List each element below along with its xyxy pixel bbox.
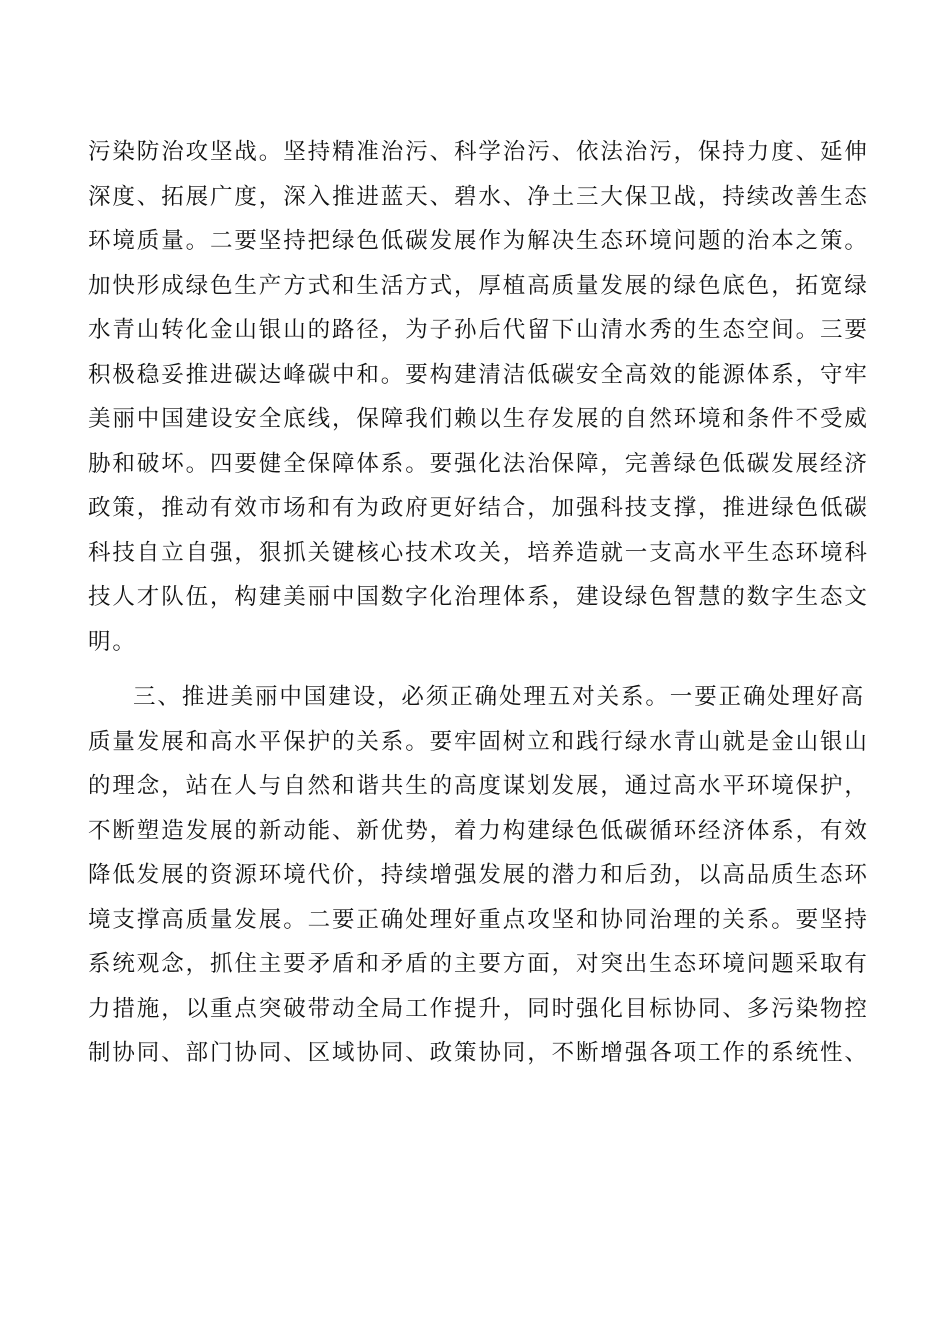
text-line: 降低发展的资源环境代价，持续增强发展的潜力和后劲，以高品质生态环 (88, 862, 869, 888)
text-line: 深度、拓展广度，深入推进蓝天、碧水、净土三大保卫战，持续改善生态 (88, 183, 869, 210)
text-line: 美丽中国建设安全底线，保障我们赖以生存发展的自然环境和条件不受威 (88, 406, 869, 432)
paragraph-1 (88, 130, 878, 664)
text-line: 系统观念，抓住主要矛盾和矛盾的主要方面，对突出生态环境问题采取有 (88, 951, 869, 977)
text-line: 力措施，以重点突破带动全局工作提升，同时强化目标协同、多污染物控 (88, 995, 869, 1022)
text-line: 政策，推动有效市场和有为政府更好结合，加强科技支撑，推进绿色低碳 (88, 495, 869, 521)
text-line: 技人才队伍，构建美丽中国数字化治理体系，建设绿色智慧的数字生态文 (88, 584, 869, 610)
text-line: 科技自立自强，狠抓关键核心技术攻关，培养造就一支高水平生态环境科 (88, 539, 869, 566)
text-line: 积极稳妥推进碳达峰碳中和。要构建清洁低碳安全高效的能源体系，守牢 (88, 361, 869, 388)
text-line-indented: 三、推进美丽中国建设，必须正确处理五对关系。一要正确处理好高 (133, 684, 866, 710)
paragraph-gap (88, 664, 878, 675)
document-body (88, 130, 878, 1076)
text-line: 水青山转化金山银山的路径，为子孙后代留下山清水秀的生态空间。三要 (88, 317, 869, 343)
text-line: 加快形成绿色生产方式和生活方式，厚植高质量发展的绿色底色，拓宽绿 (88, 272, 869, 299)
text-line: 的理念，站在人与自然和谐共生的高度谋划发展，通过高水平环境保护， (88, 773, 869, 799)
text-line: 不断塑造发展的新动能、新优势，着力构建绿色低碳循环经济体系，有效 (88, 817, 869, 844)
text-line: 明。 (88, 628, 137, 655)
text-line: 质量发展和高水平保护的关系。要牢固树立和践行绿水青山就是金山银山 (88, 728, 869, 755)
text-line: 环境质量。二要坚持把绿色低碳发展作为解决生态环境问题的治本之策。 (88, 228, 869, 254)
paragraph-2 (88, 675, 878, 1076)
text-line: 胁和破坏。四要健全保障体系。要强化法治保障，完善绿色低碳发展经济 (88, 450, 869, 477)
text-line: 制协同、部门协同、区域协同、政策协同，不断增强各项工作的系统性、 (88, 1040, 869, 1066)
text-line: 污染防治攻坚战。坚持精准治污、科学治污、依法治污，保持力度、延伸 (88, 139, 869, 165)
text-line: 境支撑高质量发展。二要正确处理好重点攻坚和协同治理的关系。要坚持 (88, 906, 869, 933)
